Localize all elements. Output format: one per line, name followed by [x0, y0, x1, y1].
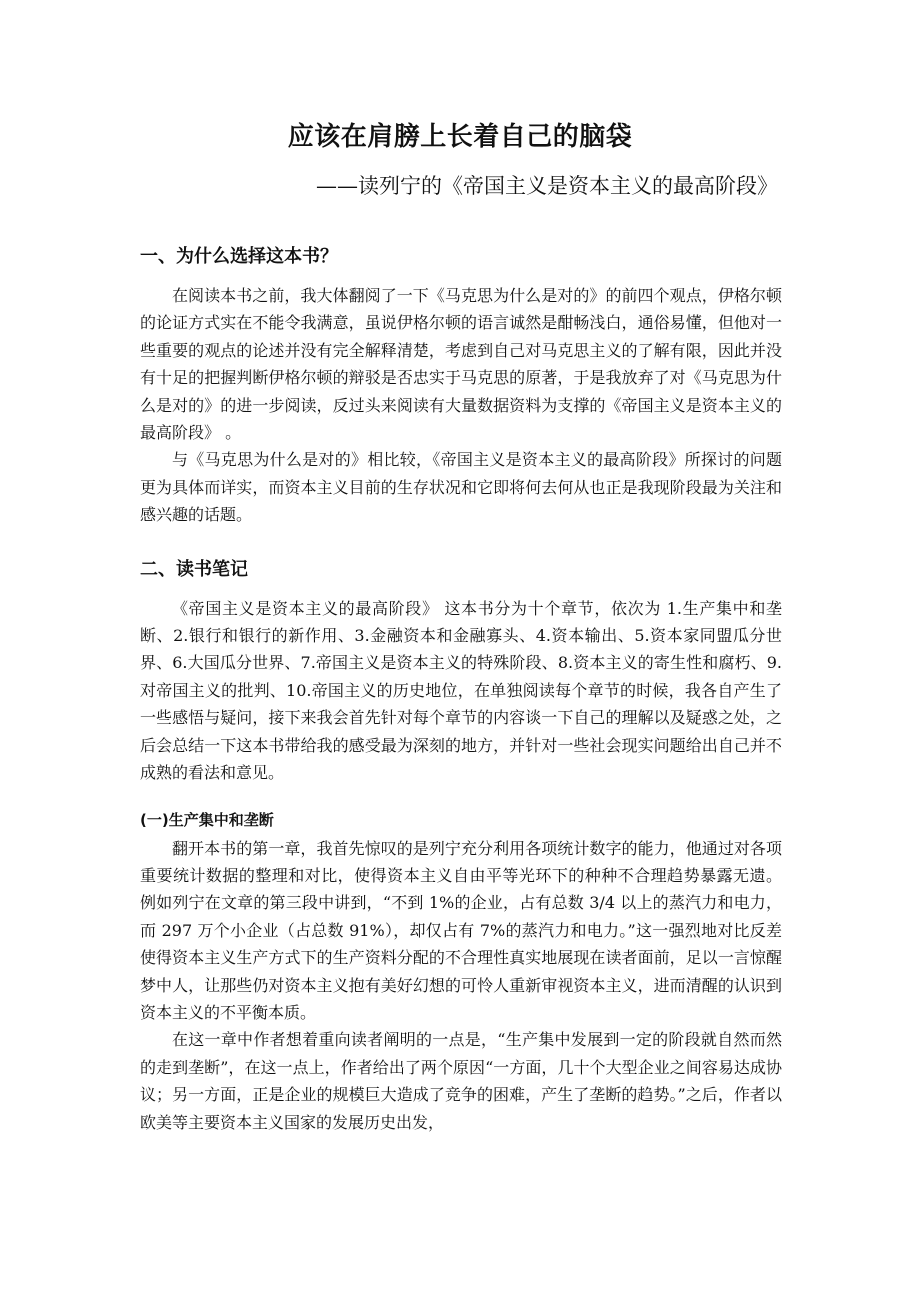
section-spacer [140, 529, 782, 553]
document-body [140, 240, 782, 1136]
paragraph: 翻开本书的第一章，我首先惊叹的是列宁充分利用各项统计数字的能力，他通过对各项重要统计数据的整理和对比，使得资本主义自由平等光环下的种种不合理趋势暴露无遗。 例如列宁在文章的第三段中讲到，“不到 1%的企业，占有总数 3/4 以上的蒸汽力和电力，而 297 万个小企业（占总数 91%），却仅占有 7%的蒸汽力和电力。”这一强烈地对比反差使得资本主义生产方式下的生产资料分配的不合理性真实地展现在读者面前，足以一言惊醒梦中人，让那些仍对资本主义抱有美好幻想的可怜人重新审视资本主义，进而清醒的认识到资本主义的不平衡本质。 [140, 838, 782, 1022]
paragraph: 在这一章中作者想着重向读者阐明的一点是，“生产集中发展到一定的阶段就自然而然的走到垄断”，在这一点上，作者给出了两个原因“一方面，几十个大型企业之间容易达成协议；另一方面，正是企业的规模巨大造成了竞争的困难，产生了垄断的趋势。”之后，作者以欧美等主要资本主义国家的发展历史出发， [140, 1030, 782, 1132]
paragraph: 《帝国主义是资本主义的最高阶段》 这本书分为十个章节，依次为 1.生产集中和垄断、2.银行和银行的新作用、3.金融资本和金融寡头、4.资本输出、5.资本家同盟瓜分世界、6.大国瓜分世界、7.帝国主义是资本主义的特殊阶段、8.资本主义的寄生性和腐朽、9.对帝国主义的批判、10.帝国主义的历史地位，在单独阅读每个章节的时候，我各自产生了一些感悟与疑问，接下来我会首先针对每个章节的内容谈一下自己的理解以及疑惑之处，之后会总结一下这本书带给我的感受最为深刻的地方，并针对一些社会现实问题给出自己并不成熟的看法和意见。 [140, 598, 782, 783]
section-why-this-book [140, 240, 782, 529]
document-title: 应该在肩膀上长着自己的脑袋 [287, 122, 633, 152]
section-heading: 二、读书笔记 [140, 558, 248, 580]
subsection-heading: (一)生产集中和垄断 [140, 810, 274, 829]
paragraph: 与《马克思为什么是对的》相比较，《帝国主义是资本主义的最高阶段》所探讨的问题更为具体而详实，而资本主义目前的生存状况和它即将何去何从也正是我现阶段最为关注和感兴趣的话题。 [140, 450, 782, 525]
section-reading-notes [140, 553, 782, 1136]
subsection-spacer [140, 787, 782, 805]
document-subtitle: ——读列宁的《帝国主义是资本主义的最高阶段》 [316, 174, 778, 198]
paragraph: 在阅读本书之前，我大体翻阅了一下《马克思为什么是对的》的前四个观点，伊格尔顿的论证方式实在不能令我满意，虽说伊格尔顿的语言诚然是酣畅浅白，通俗易懂，但他对一些重要的观点的论述并没有完全解释清楚，考虑到自己对马克思主义的了解有限，因此并没有十足的把握判断伊格尔顿的辩驳是否忠实于马克思的原著，于是我放弃了对《马克思为什么是对的》的进一步阅读，反过头来阅读有大量数据资料为支撑的《帝国主义是资本主义的最高阶段》 。 [140, 286, 782, 443]
section-heading: 一、为什么选择这本书？ [140, 246, 338, 267]
subsection-production-monopoly [140, 805, 782, 1136]
